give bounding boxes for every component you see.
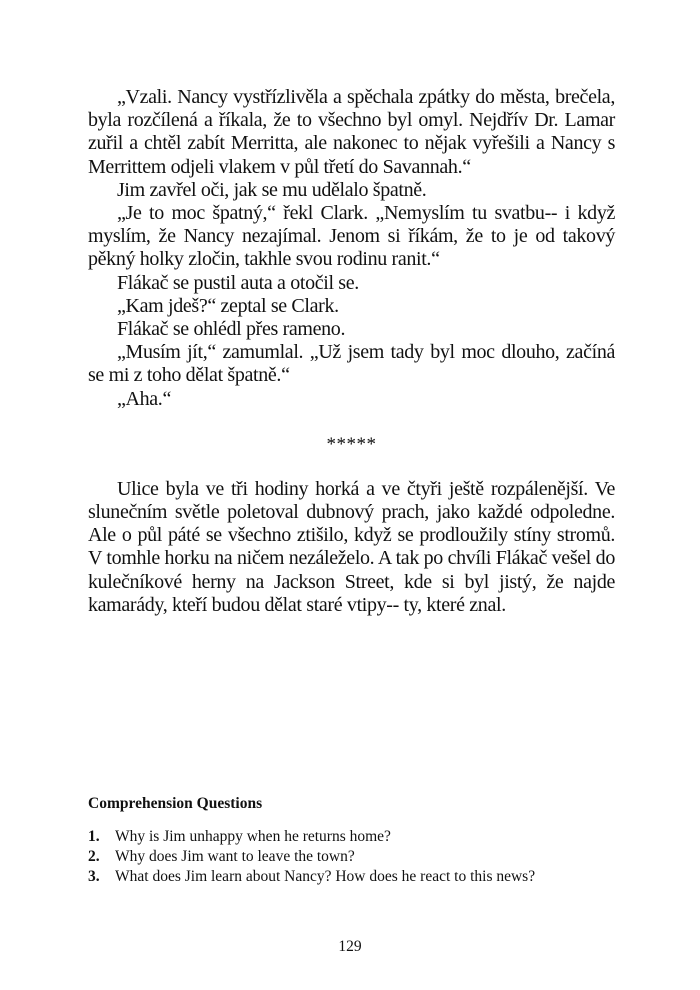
paragraph: „Musím jít,“ zamumlal. „Už jsem tady byl moc dlouho, začíná se mi z toho dělat špatně.“ xyxy=(88,341,615,387)
question-number: 2. xyxy=(88,848,100,865)
question-text: Why does Jim want to leave the town? xyxy=(115,848,355,865)
comprehension-questions xyxy=(88,795,615,887)
page-number: 129 xyxy=(338,938,362,955)
question-item xyxy=(88,847,615,867)
paragraph: „Aha.“ xyxy=(117,387,171,410)
paragraph: Flákač se pustil auta a otočil se. xyxy=(117,271,359,294)
paragraph: „Je to moc špatný,“ řekl Clark. „Nemyslím tu svatbu-- i když myslím, že Nancy nezajímal. Jenom si říkám, že to je od takový pěkný holky zločin, takhle svou rodinu ranit.“ xyxy=(88,202,615,271)
section-separator: ***** xyxy=(326,433,377,455)
story-text xyxy=(88,86,615,617)
question-item xyxy=(88,867,615,887)
paragraph: „Vzali. Nancy vystřízlivěla a spěchala zpátky do města, brečela, byla rozčílená a říkala, že to všechno byl omyl. Nejdřív Dr. Lamar zuřil a chtěl zabít Merritta, ale nakonec to nějak vyřešili a Nancy s Merrittem odjeli vlakem v půl třetí do Savannah.“ xyxy=(88,86,615,178)
paragraph: „Kam jdeš?“ zeptal se Clark. xyxy=(117,294,339,317)
paragraph: Ulice byla ve tři hodiny horká a ve čtyři ještě rozpálenější. Ve slunečním světle poletoval dubnový prach, jako každé odpoledne. Ale o půl páté se všechno ztišilo, když se prodloužily stíny stromů. V tomhle horku na ničem nezáleželo. A tak po chvíli Flákač vešel do kulečníkové herny na Jackson Street, kde si byl jistý, že najde kamarády, kteří budou dělat staré vtipy-- ty, které znal. xyxy=(88,477,615,616)
questions-list xyxy=(88,827,615,887)
paragraph: Flákač se ohlédl přes rameno. xyxy=(117,318,346,341)
question-number: 1. xyxy=(88,828,100,845)
question-text: Why is Jim unhappy when he returns home? xyxy=(115,828,391,845)
question-item xyxy=(88,827,615,847)
question-number: 3. xyxy=(88,868,100,885)
question-text: What does Jim learn about Nancy? How does he react to this news? xyxy=(115,868,536,885)
questions-heading: Comprehension Questions xyxy=(88,795,263,812)
paragraph: Jim zavřel oči, jak se mu udělalo špatně. xyxy=(117,178,427,201)
